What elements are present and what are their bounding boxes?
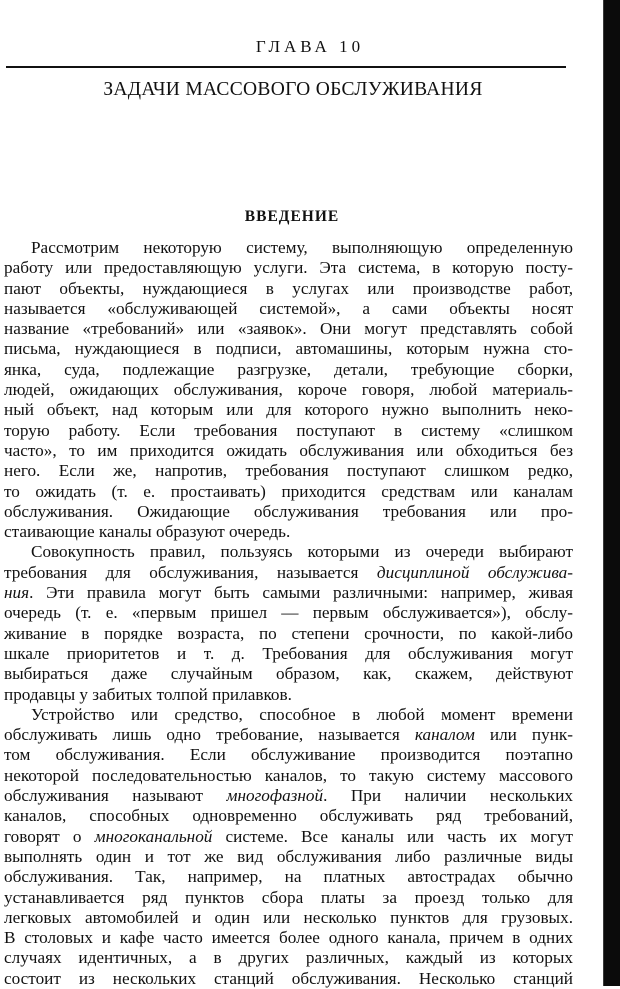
text-run: говорят о — [4, 826, 95, 846]
chapter-number: ГЛАВА 10 — [255, 37, 365, 56]
text-line: живание в порядке возраста, по степени срочности, по какой-либо — [4, 623, 573, 643]
text-run: обслуживания называют — [4, 786, 227, 806]
text-line: письма, нуждающиеся в подписи, автомашины, которым нужна сто- — [4, 339, 573, 359]
text-line: называется «обслуживающей системой», а сами объекты носят — [4, 298, 573, 318]
scan-edge — [604, 0, 620, 986]
text-line: часто», то им приходится ожидать обслуживания или обходиться без — [4, 440, 573, 460]
section-heading: ВВЕДЕНИЕ — [244, 208, 340, 225]
text-line: янка, суда, подлежащие разгрузке, детали, требующие сборки, — [4, 359, 573, 379]
body-text — [4, 238, 573, 989]
text-line: том обслуживания. Если обслуживание производится поэтапно — [4, 745, 573, 765]
text-line: Совокупность правил, пользуясь которыми из очереди выбирают — [31, 542, 573, 562]
text-line: легковых автомобилей и один или несколько пунктов для грузовых. — [4, 907, 573, 927]
text-line: Рассмотрим некоторую систему, выполняющую определенную — [31, 238, 573, 257]
text-run: системе. Все каналы или часть их могут — [212, 826, 573, 846]
text-run: требования для обслуживания, называется — [4, 562, 377, 582]
term-multichannel: многоканальной — [94, 826, 213, 846]
text-line: ный объект, над которым или для которого нужно выполнить неко- — [4, 400, 573, 420]
text-line: некоторой последовательностью каналов, то такую систему массового — [4, 765, 573, 785]
text-line: обслуживания. Так, например, на платных автострадах обычно — [4, 867, 573, 887]
text-line: обслуживания. Ожидающие обслуживания требования или про- — [4, 501, 573, 521]
text-line: случаях идентичных, а в других различных, каждый из которых — [4, 948, 573, 968]
text-line: стаивающие каналы образуют очередь. — [4, 522, 291, 542]
text-run: . Эти правила могут быть самыми различными: например, живая — [29, 583, 573, 603]
text-line — [4, 827, 573, 847]
text-line: то ожидать (т. е. простаивать) приходится средствам или каналам — [4, 481, 573, 501]
text-line: название «требований» или «заявок». Они могут представлять собой — [4, 319, 573, 339]
term-discipline: дисциплиной обслужива- — [376, 562, 574, 582]
text-line: шкале приоритетов и т. д. Требования для обслуживания могут — [4, 643, 573, 663]
text-line: В столовых и кафе часто имеется более одного канала, причем в одних — [4, 928, 573, 948]
text-line: людей, ожидающих обслуживания, короче говоря, любой материаль- — [4, 380, 573, 400]
text-line — [4, 583, 573, 603]
text-line: выполнять один и тот же вид обслуживания либо различные виды — [4, 846, 573, 866]
text-line — [4, 725, 573, 745]
text-run: . При наличии нескольких — [323, 786, 573, 806]
header-rule — [6, 66, 566, 68]
text-line: состоит из нескольких станций обслуживания. Несколько станций — [4, 968, 573, 988]
text-line: каналов, способных одновременно обслуживать ряд требований, — [4, 806, 573, 826]
text-line: устанавливается ряд пунктов сбора платы за проезд только для — [4, 887, 573, 907]
text-run: обслуживать лишь одно требование, называется — [4, 725, 415, 745]
term-multiphase: многофазной — [226, 786, 324, 806]
chapter-title: ЗАДАЧИ МАССОВОГО ОБСЛУЖИВАНИЯ — [103, 79, 483, 100]
text-line — [4, 786, 573, 806]
text-run: или пунк- — [474, 725, 573, 745]
text-line: пают объекты, нуждающиеся в услугах или производстве работ, — [4, 278, 573, 298]
text-line: выбираться даже случайным образом, как, скажем, действуют — [4, 664, 573, 684]
text-line: работу или предоставляющую услуги. Эта система, в которую посту- — [4, 258, 573, 278]
text-line: Устройство или средство, способное в любой момент времени — [31, 704, 573, 724]
text-line: торую работу. Если требования поступают в систему «слишком — [4, 420, 573, 440]
text-line: очередь (т. е. «первым пришел — первым обслуживается»), обслу- — [4, 603, 573, 623]
term-channel: каналом — [414, 725, 475, 745]
text-line: него. Если же, напротив, требования поступают слишком редко, — [4, 461, 573, 481]
term-discipline-end: ния — [4, 583, 30, 603]
text-line: продавцы у забитых толпой прилавков. — [4, 684, 292, 704]
text-line — [4, 563, 573, 583]
